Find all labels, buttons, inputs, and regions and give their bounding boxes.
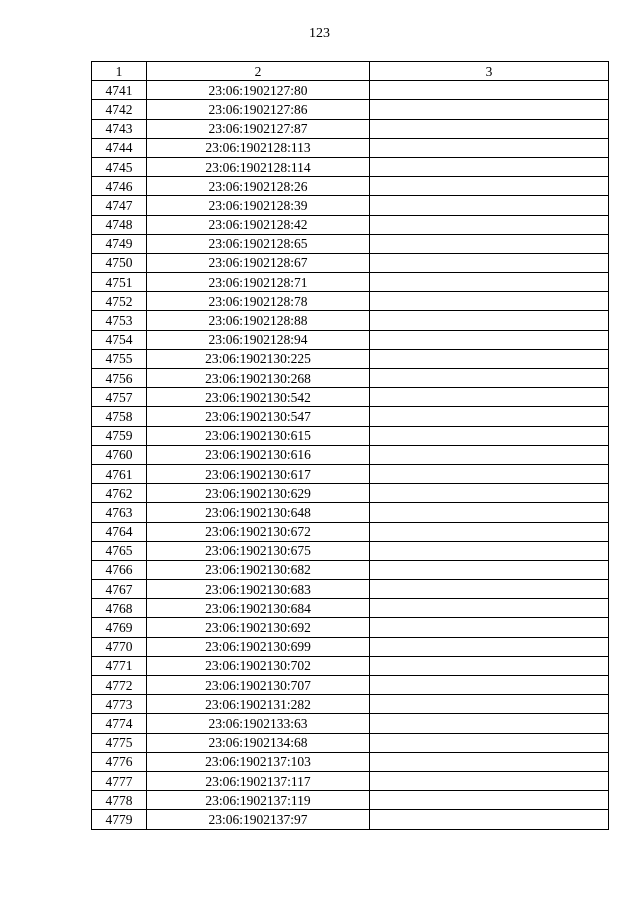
cadastral-number-cell: 23:06:1902127:86 (147, 100, 370, 119)
table-row (92, 752, 609, 771)
row-number-cell: 4743 (92, 119, 147, 138)
notes-cell (370, 177, 609, 196)
row-number-cell: 4753 (92, 311, 147, 330)
row-number-cell: 4760 (92, 445, 147, 464)
row-number-cell: 4762 (92, 484, 147, 503)
row-number-cell: 4775 (92, 733, 147, 752)
cadastral-number-cell: 23:06:1902127:87 (147, 119, 370, 138)
cadastral-number-cell: 23:06:1902133:63 (147, 714, 370, 733)
table-row (92, 407, 609, 426)
table-row (92, 388, 609, 407)
notes-cell (370, 580, 609, 599)
cadastral-number-cell: 23:06:1902130:702 (147, 656, 370, 675)
notes-cell (370, 196, 609, 215)
cadastral-number-cell: 23:06:1902128:88 (147, 311, 370, 330)
table-row (92, 100, 609, 119)
notes-cell (370, 771, 609, 790)
row-number-cell: 4769 (92, 618, 147, 637)
notes-cell (370, 407, 609, 426)
row-number-cell: 4752 (92, 292, 147, 311)
cadastral-number-cell: 23:06:1902130:547 (147, 407, 370, 426)
table-row (92, 714, 609, 733)
table-row (92, 541, 609, 560)
row-number-cell: 4766 (92, 560, 147, 579)
cadastral-number-cell: 23:06:1902137:119 (147, 791, 370, 810)
notes-cell (370, 292, 609, 311)
notes-cell (370, 791, 609, 810)
row-number-cell: 4763 (92, 503, 147, 522)
cadastral-number-cell: 23:06:1902130:675 (147, 541, 370, 560)
row-number-cell: 4756 (92, 369, 147, 388)
column-header-1: 1 (92, 62, 147, 81)
row-number-cell: 4742 (92, 100, 147, 119)
notes-cell (370, 426, 609, 445)
notes-cell (370, 445, 609, 464)
row-number-cell: 4774 (92, 714, 147, 733)
notes-cell (370, 388, 609, 407)
cadastral-number-cell: 23:06:1902137:117 (147, 771, 370, 790)
table-row (92, 81, 609, 100)
row-number-cell: 4773 (92, 695, 147, 714)
notes-cell (370, 695, 609, 714)
row-number-cell: 4750 (92, 253, 147, 272)
cadastral-number-cell: 23:06:1902128:114 (147, 157, 370, 176)
cadastral-number-cell: 23:06:1902128:39 (147, 196, 370, 215)
table-row (92, 695, 609, 714)
cadastral-number-cell: 23:06:1902130:617 (147, 464, 370, 483)
table-row (92, 292, 609, 311)
notes-cell (370, 253, 609, 272)
table-row (92, 560, 609, 579)
cadastral-number-cell: 23:06:1902130:225 (147, 349, 370, 368)
table-row (92, 273, 609, 292)
notes-cell (370, 676, 609, 695)
table-row (92, 426, 609, 445)
cadastral-number-cell: 23:06:1902130:672 (147, 522, 370, 541)
notes-cell (370, 119, 609, 138)
table-row (92, 676, 609, 695)
cadastral-number-cell: 23:06:1902128:71 (147, 273, 370, 292)
row-number-cell: 4778 (92, 791, 147, 810)
column-header-2: 2 (147, 62, 370, 81)
notes-cell (370, 560, 609, 579)
notes-cell (370, 234, 609, 253)
row-number-cell: 4748 (92, 215, 147, 234)
table-row (92, 522, 609, 541)
notes-cell (370, 618, 609, 637)
table-row (92, 771, 609, 790)
notes-cell (370, 637, 609, 656)
notes-cell (370, 81, 609, 100)
notes-cell (370, 349, 609, 368)
table-row (92, 484, 609, 503)
cadastral-number-cell: 23:06:1902128:94 (147, 330, 370, 349)
table-row (92, 234, 609, 253)
column-header-3: 3 (370, 62, 609, 81)
table-header-row (92, 62, 609, 81)
notes-cell (370, 100, 609, 119)
notes-cell (370, 138, 609, 157)
cadastral-number-cell: 23:06:1902137:97 (147, 810, 370, 829)
row-number-cell: 4741 (92, 81, 147, 100)
notes-cell (370, 503, 609, 522)
notes-cell (370, 311, 609, 330)
row-number-cell: 4772 (92, 676, 147, 695)
cadastral-number-cell: 23:06:1902131:282 (147, 695, 370, 714)
cadastral-number-cell: 23:06:1902127:80 (147, 81, 370, 100)
cadastral-number-cell: 23:06:1902130:542 (147, 388, 370, 407)
row-number-cell: 4759 (92, 426, 147, 445)
notes-cell (370, 273, 609, 292)
cadastral-number-cell: 23:06:1902137:103 (147, 752, 370, 771)
table-row (92, 138, 609, 157)
row-number-cell: 4770 (92, 637, 147, 656)
notes-cell (370, 484, 609, 503)
cadastral-table (91, 61, 609, 830)
cadastral-number-cell: 23:06:1902128:67 (147, 253, 370, 272)
table-row (92, 656, 609, 675)
table-row (92, 733, 609, 752)
cadastral-number-cell: 23:06:1902128:78 (147, 292, 370, 311)
table-row (92, 810, 609, 829)
table-row (92, 157, 609, 176)
cadastral-number-cell: 23:06:1902130:682 (147, 560, 370, 579)
cadastral-number-cell: 23:06:1902130:683 (147, 580, 370, 599)
row-number-cell: 4777 (92, 771, 147, 790)
notes-cell (370, 810, 609, 829)
row-number-cell: 4746 (92, 177, 147, 196)
table-row (92, 637, 609, 656)
cadastral-number-cell: 23:06:1902130:699 (147, 637, 370, 656)
table-row (92, 330, 609, 349)
notes-cell (370, 157, 609, 176)
notes-cell (370, 369, 609, 388)
table-row (92, 311, 609, 330)
table-row (92, 599, 609, 618)
notes-cell (370, 656, 609, 675)
row-number-cell: 4764 (92, 522, 147, 541)
notes-cell (370, 733, 609, 752)
notes-cell (370, 522, 609, 541)
row-number-cell: 4751 (92, 273, 147, 292)
table-row (92, 580, 609, 599)
notes-cell (370, 330, 609, 349)
table-row (92, 445, 609, 464)
cadastral-number-cell: 23:06:1902130:692 (147, 618, 370, 637)
table-row (92, 369, 609, 388)
notes-cell (370, 599, 609, 618)
table-row (92, 177, 609, 196)
row-number-cell: 4776 (92, 752, 147, 771)
row-number-cell: 4771 (92, 656, 147, 675)
row-number-cell: 4755 (92, 349, 147, 368)
row-number-cell: 4757 (92, 388, 147, 407)
cadastral-number-cell: 23:06:1902130:648 (147, 503, 370, 522)
table-row (92, 464, 609, 483)
row-number-cell: 4768 (92, 599, 147, 618)
table-row (92, 618, 609, 637)
row-number-cell: 4749 (92, 234, 147, 253)
row-number-cell: 4747 (92, 196, 147, 215)
row-number-cell: 4779 (92, 810, 147, 829)
row-number-cell: 4744 (92, 138, 147, 157)
table-row (92, 791, 609, 810)
row-number-cell: 4761 (92, 464, 147, 483)
cadastral-number-cell: 23:06:1902128:113 (147, 138, 370, 157)
cadastral-number-cell: 23:06:1902130:629 (147, 484, 370, 503)
notes-cell (370, 464, 609, 483)
table-row (92, 119, 609, 138)
notes-cell (370, 714, 609, 733)
row-number-cell: 4754 (92, 330, 147, 349)
cadastral-number-cell: 23:06:1902130:616 (147, 445, 370, 464)
notes-cell (370, 215, 609, 234)
notes-cell (370, 541, 609, 560)
cadastral-number-cell: 23:06:1902130:684 (147, 599, 370, 618)
row-number-cell: 4758 (92, 407, 147, 426)
row-number-cell: 4745 (92, 157, 147, 176)
cadastral-number-cell: 23:06:1902128:65 (147, 234, 370, 253)
table-body (92, 81, 609, 829)
cadastral-number-cell: 23:06:1902128:26 (147, 177, 370, 196)
cadastral-number-cell: 23:06:1902134:68 (147, 733, 370, 752)
notes-cell (370, 752, 609, 771)
cadastral-number-cell: 23:06:1902128:42 (147, 215, 370, 234)
page-number: 123 (309, 26, 330, 41)
table-row (92, 253, 609, 272)
table-row (92, 349, 609, 368)
cadastral-number-cell: 23:06:1902130:615 (147, 426, 370, 445)
table-row (92, 196, 609, 215)
table-row (92, 503, 609, 522)
table-row (92, 215, 609, 234)
cadastral-number-cell: 23:06:1902130:707 (147, 676, 370, 695)
row-number-cell: 4767 (92, 580, 147, 599)
row-number-cell: 4765 (92, 541, 147, 560)
cadastral-number-cell: 23:06:1902130:268 (147, 369, 370, 388)
